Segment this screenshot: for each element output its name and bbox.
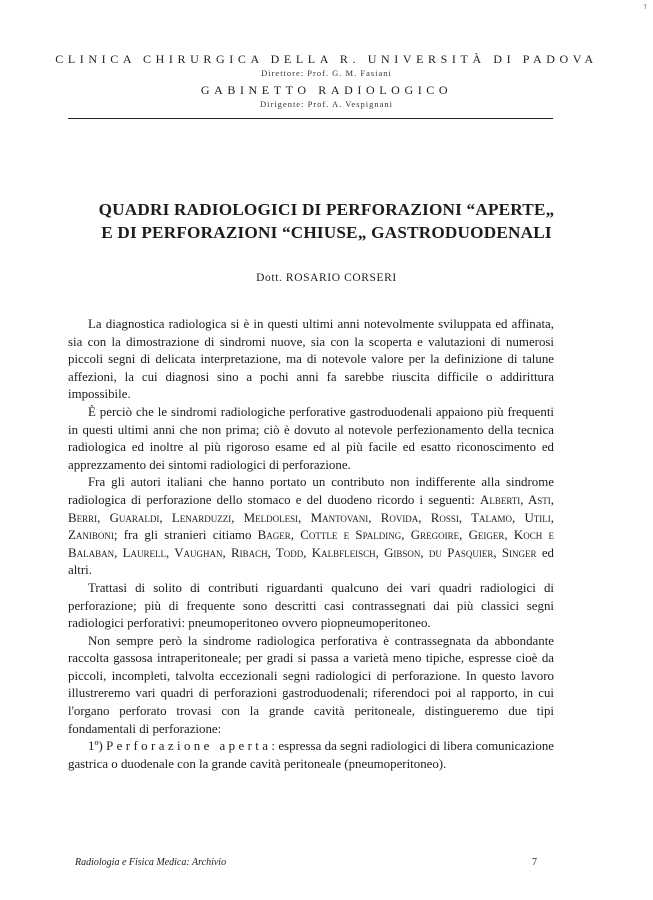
paragraph-6 xyxy=(68,738,554,773)
journal-footer: Radiologia e Fisica Medica: Archivio xyxy=(75,857,227,868)
paragraph-2: È perciò che le sindromi radiologiche perforative gastroduodenali appaiono più frequenti in questi ultimi anni che non prima; ciò è dovuto al notevole perfezionamento della tecnica radiologica ed inoltre al più rigoroso esame ed al più facile ed esatto riconoscimento ed apprezzamento dei sintomi radiologici di perforazione. xyxy=(68,404,554,472)
head-line: Dirigente: Prof. A. Vespignani xyxy=(259,99,393,109)
p3-end: ed altri. xyxy=(68,545,554,578)
foreign-authors: Bager, Cottle e Spalding, Gregoire, Geiger, Koch e Balaban, Laurell, Vaughan, Ribach, Todd, Kalbfleisch, Gibson, du Pasquier, Singer xyxy=(68,528,554,560)
paragraph-1: La diagnostica radiologica si è in questi ultimi anni notevolmente sviluppata ed affinata, sia con la dimostrazione di sindromi nuove, sia con la scoperta e valutazioni di numerosi piccoli segni di delicata interpretazione, ma di notevole valore per la definizione di talune affezioni, la cui diagnosi sino a pochi anni fa sarebbe riuscita difficile o addirittura impossibile. xyxy=(68,317,554,402)
italian-authors: Alberti, Asti, Berri, Guaraldi, Lenarduzzi, Meldolesi, Mantovani, Rovida, Rossi, Talamo, Utili, Zaniboni xyxy=(68,492,554,543)
title-line-2: E DI PERFORAZIONI “CHIUSE„ GASTRODUODENALI xyxy=(101,223,552,242)
author-line: Dott. ROSARIO CORSERI xyxy=(256,272,397,284)
header-rule xyxy=(68,118,553,119)
institution-header xyxy=(0,50,653,112)
institution-name: CLINICA CHIRURGICA DELLA R. UNIVERSITÀ DI PADOVA xyxy=(55,52,598,66)
corner-mark: ᵀ xyxy=(643,3,647,14)
p3-mid: ; fra gli stranieri citiamo xyxy=(113,528,252,543)
director-line: Direttore: Prof. G. M. Fasiani xyxy=(261,68,392,78)
article-title xyxy=(40,198,613,244)
paragraph-4: Trattasi di solito di contributi riguardanti qualcuno dei vari quadri radiologici di perforazione; più di frequente sono descritti casi contrassegnati dai più classici segni radiologici perforativi: pneumoperitoneo ovvero piopneumoperitoneo. xyxy=(68,580,554,631)
p6-number: 1º) xyxy=(88,739,103,754)
page-number: 7 xyxy=(532,857,537,868)
p3-intro: Fra gli autori italiani che hanno portato un contributo non indifferente alla sindrome radiologica di perforazione dello stomaco e del duodeno ricordo i seguenti: xyxy=(68,475,554,507)
article-body xyxy=(68,316,554,773)
title-line-1: QUADRI RADIOLOGICI DI PERFORAZIONI “APERTE„ xyxy=(98,200,555,219)
cabinet-name: GABINETTO RADIOLOGICO xyxy=(200,83,453,97)
p6-rest: : espressa da segni radiologici di libera comunicazione gastrica o duodenale con la grande cavità peritoneale (pneumoperitoneo). xyxy=(68,739,554,771)
paragraph-3 xyxy=(68,474,554,580)
paragraph-5: Non sempre però la sindrome radiologica perforativa è contrassegnata da abbondante raccolta gassosa intraperitoneale; per gradi si passa a varietà meno tipiche, espresse cioè da piccoli, incompleti, talvolta eccezionali segni radiologici di perforazione. In questo lavoro illustreremo vari quadri di perforazioni gastroduodenali; riferendoci poi al rapporto, in cui l'organo perforato trovasi con la grande cavità peritoneale, distingueremo due tipi fondamentali di perforazione: xyxy=(68,633,554,736)
p6-term: Perforazione aperta xyxy=(106,739,272,754)
